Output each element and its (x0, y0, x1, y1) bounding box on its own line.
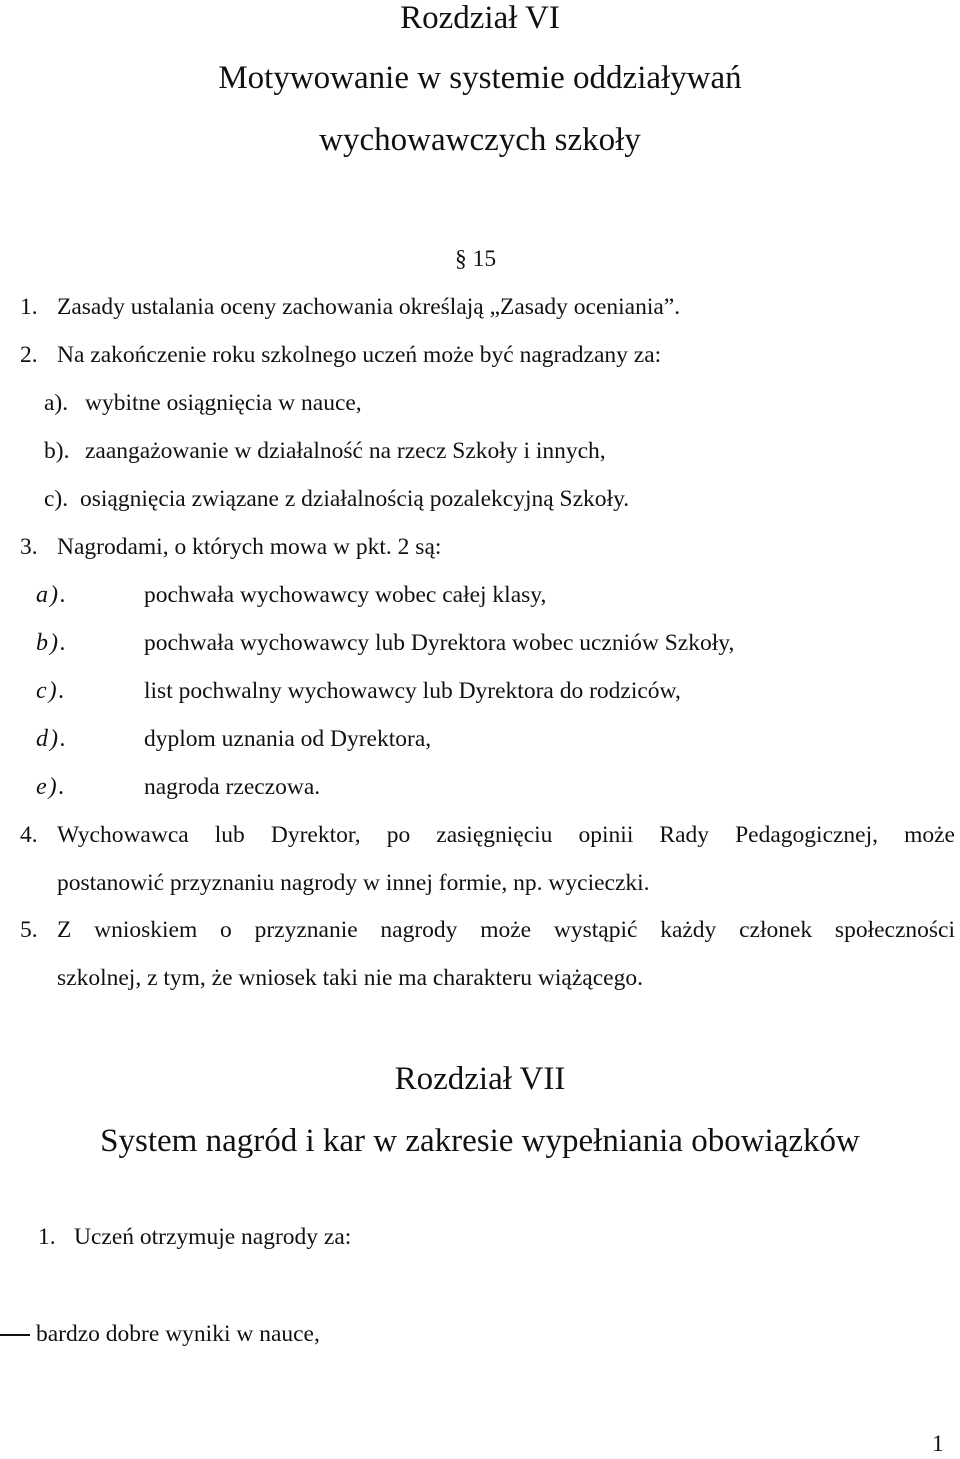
award-marker: d). (36, 726, 68, 752)
item-text: Uczeń otrzymuje nagrody za: (74, 1224, 352, 1250)
list-item (44, 484, 630, 514)
chapter-7-title: Rozdział VII (394, 1061, 566, 1097)
section-mark: § 15 (455, 246, 497, 272)
item-text: Na zakończenie roku szkolnego uczeń może być nagradzany za: (57, 342, 662, 368)
item-5-line2: szkolnej, z tym, że wniosek taki nie ma charakteru wiążącego. (57, 965, 643, 991)
award-marker: a). (36, 582, 68, 608)
award-item (36, 724, 432, 754)
item-number: 2. (20, 342, 38, 368)
item-text: osiągnięcia związane z działalnością pozalekcyjną Szkoły. (80, 486, 630, 512)
item-4-line1: Wychowawca lub Dyrektor, po zasięgnięciu opinii Rady Pedagogicznej, może (57, 822, 955, 848)
award-text: nagroda rzeczowa. (144, 774, 321, 800)
item-number: 4. (20, 822, 38, 848)
award-text: pochwała wychowawcy lub Dyrektora wobec uczniów Szkoły, (144, 630, 735, 656)
list-item (44, 388, 362, 418)
item-text: Zasady ustalania oceny zachowania określają „Zasady oceniania”. (57, 294, 681, 320)
award-item (36, 628, 735, 658)
award-marker: c). (36, 678, 67, 704)
award-text: dyplom uznania od Dyrektora, (144, 726, 432, 752)
item-number: 1. (20, 294, 38, 320)
list-item (44, 436, 606, 466)
page-number: 1 (932, 1431, 944, 1457)
award-text: pochwała wychowawcy wobec całej klasy, (144, 582, 547, 608)
bullet-text: bardzo dobre wyniki w nauce, (36, 1321, 320, 1347)
item-text: zaangażowanie w działalność na rzecz Szkoły i innych, (85, 438, 606, 464)
item-number: 3. (20, 534, 38, 560)
item-4-line2: postanowić przyznaniu nagrody w innej formie, np. wycieczki. (57, 870, 650, 896)
award-marker: e). (36, 774, 67, 800)
award-text: list pochwalny wychowawcy lub Dyrektora do rodziców, (144, 678, 681, 704)
chapter-6-subtitle-line1: Motywowanie w systemie oddziaływań (218, 60, 742, 96)
item-number: 5. (20, 917, 38, 943)
chapter-6-subtitle-line2: wychowawczych szkoły (319, 122, 641, 158)
dash-marker (0, 1334, 30, 1336)
list-item (20, 292, 681, 322)
list-item (20, 532, 442, 562)
item-letter: c). (44, 486, 69, 512)
award-item (36, 676, 681, 706)
award-marker: b). (36, 630, 68, 656)
chapter-7-subtitle: System nagród i kar w zakresie wypełniania obowiązków (100, 1123, 860, 1159)
list-item (20, 340, 662, 370)
award-item (36, 772, 321, 802)
item-5-line1: Z wnioskiem o przyznanie nagrody może wystąpić każdy członek społeczności (57, 917, 955, 943)
item-text: Nagrodami, o których mowa w pkt. 2 są: (57, 534, 442, 560)
item-letter: a). (44, 390, 69, 416)
item-text: wybitne osiągnięcia w nauce, (85, 390, 362, 416)
item-letter: b). (44, 438, 70, 464)
chapter-6-title: Rozdział VI (400, 0, 560, 36)
item-number: 1. (38, 1224, 56, 1250)
award-item (36, 580, 547, 610)
